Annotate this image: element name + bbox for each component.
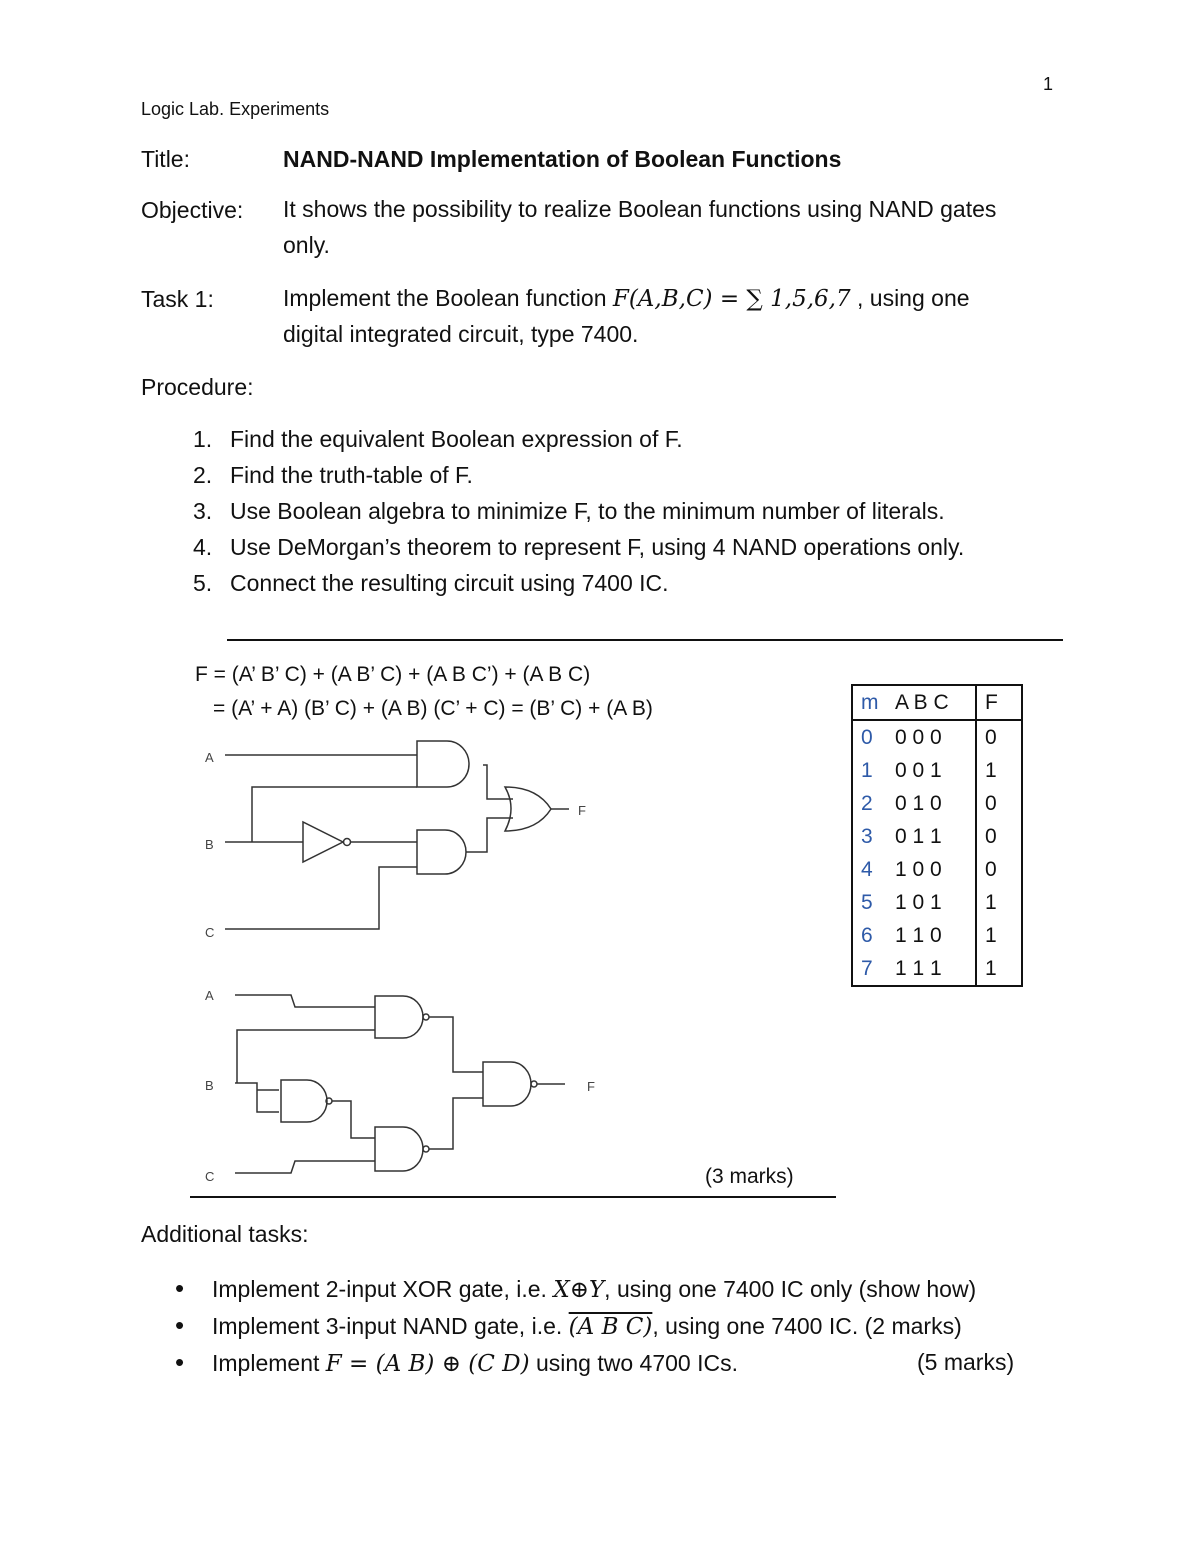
objective-line2: only. [283, 232, 330, 258]
page-header: Logic Lab. Experiments [141, 99, 330, 119]
truth-table-frame [851, 684, 1023, 987]
header-abc: A B C [887, 686, 976, 720]
procedure-step: 5. Connect the resulting circuit using 7400 IC. [193, 570, 669, 596]
derivation-line1: F = (A’ B’ C) + (A B’ C) + (A B C’) + (A B C) [195, 663, 591, 686]
table-row: 0 0 0 0 0 [853, 720, 1021, 754]
additional-tasks-label: Additional tasks: [141, 1221, 309, 1247]
title-label: Title: [141, 146, 190, 172]
table-row: 5 1 0 1 1 [853, 886, 1021, 919]
table-row: 3 0 1 1 0 [853, 820, 1021, 853]
task1-line2: digital integrated circuit, type 7400. [283, 321, 639, 347]
and-or-circuit-diagram [195, 735, 615, 945]
task1-pre: Implement the Boolean function [283, 285, 613, 311]
answer-top-rule [227, 639, 1063, 641]
table-row: 6 1 1 0 1 [853, 919, 1021, 952]
page-title: NAND-NAND Implementation of Boolean Functions [283, 146, 842, 172]
procedure-label: Procedure: [141, 374, 254, 400]
page-number: 1 [1043, 74, 1054, 94]
objective-line1: It shows the possibility to realize Boolean functions using NAND gates [283, 196, 997, 222]
circuit2-label-a: A [205, 988, 214, 1003]
nand-nand-circuit-diagram [195, 980, 615, 1190]
procedure-step: 2. Find the truth-table of F. [193, 462, 473, 488]
circuit2-label-b: B [205, 1078, 214, 1093]
additional-task-item: • Implement 2-input XOR gate, i.e. X⊕Y, using one 7400 IC only (show how) [175, 1273, 977, 1303]
table-row: 7 1 1 1 1 [853, 952, 1021, 985]
answer-bottom-rule [190, 1196, 836, 1198]
truth-table-header-row [853, 686, 1021, 720]
task3-marks: (5 marks) [917, 1349, 1015, 1375]
circuit1-label-f: F [578, 803, 586, 818]
table-row: 2 0 1 0 0 [853, 787, 1021, 820]
task1-marks: (3 marks) [705, 1165, 794, 1188]
task1-line1 [283, 280, 970, 317]
table-row: 4 1 0 0 0 [853, 853, 1021, 886]
additional-task-item: • Implement 3-input NAND gate, i.e. (A B C), using one 7400 IC. (2 marks) [175, 1310, 962, 1340]
objective-label: Objective: [141, 197, 244, 223]
task1-function: F(A,B,C) = ∑ 1,5,6,7 [612, 286, 851, 312]
task1-label: Task 1: [141, 286, 214, 312]
additional-task-item: • Implement F = (A B) ⊕ (C D) using two 4700 ICs. (5 marks) [175, 1344, 1035, 1382]
header-f: F [976, 686, 1021, 720]
procedure-step: 3. Use Boolean algebra to minimize F, to the minimum number of literals. [193, 498, 945, 524]
circuit2-label-c: C [205, 1169, 215, 1184]
procedure-list [193, 421, 964, 601]
circuit1-label-c: C [205, 925, 215, 940]
procedure-step: 1. Find the equivalent Boolean expression of F. [193, 426, 683, 452]
circuit1-label-a: A [205, 750, 214, 765]
truth-table [853, 686, 1021, 985]
header-m: m [853, 686, 887, 720]
procedure-step: 4. Use DeMorgan’s theorem to represent F, using 4 NAND operations only. [193, 534, 965, 560]
circuit1-label-b: B [205, 837, 214, 852]
circuit2-label-f: F [587, 1079, 595, 1094]
task1-post: , using one [850, 285, 970, 311]
derivation-line2: = (A’ + A) (B’ C) + (A B) (C’ + C) = (B’ C) + (A B) [213, 697, 653, 720]
table-row: 1 0 0 1 1 [853, 754, 1021, 787]
